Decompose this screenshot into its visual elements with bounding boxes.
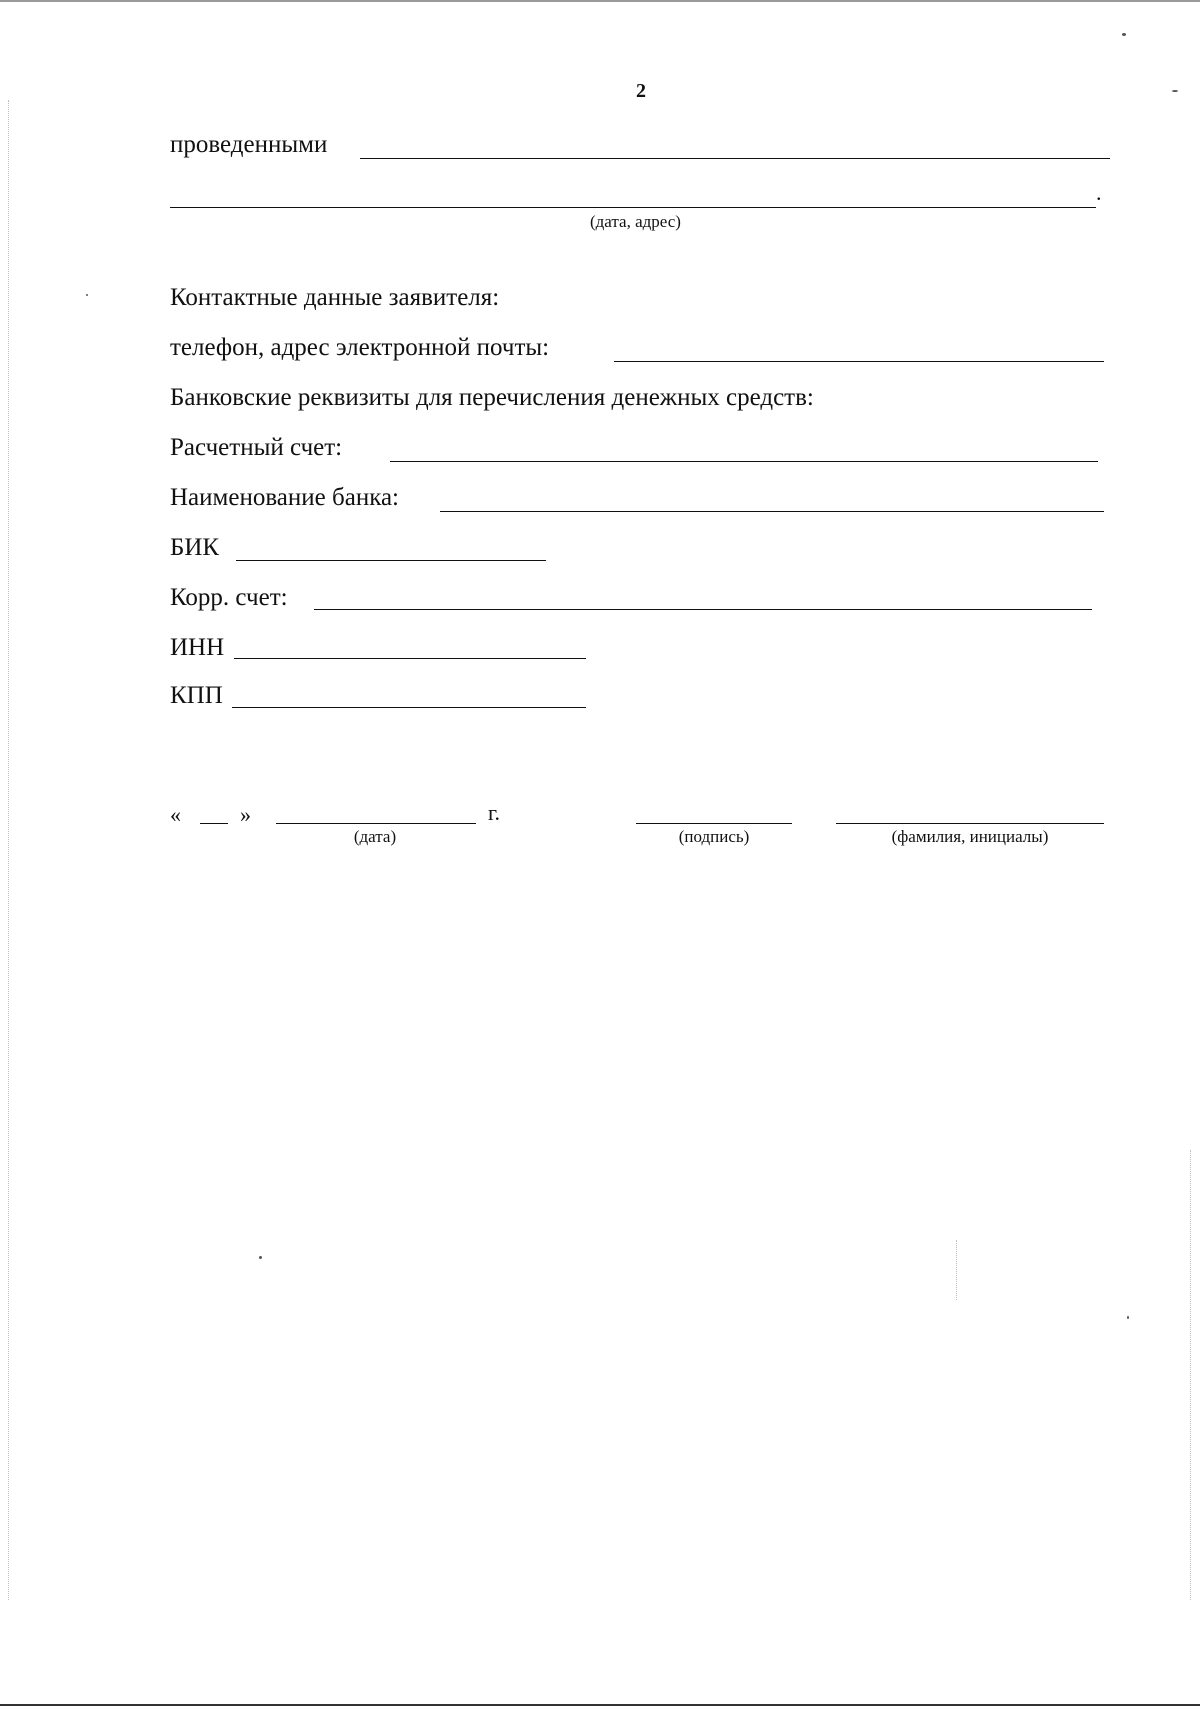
kpp-fill-line[interactable] [232, 707, 586, 708]
page-number: 2 [636, 80, 646, 102]
date-caption: (дата) [353, 827, 397, 846]
bik-fill-line[interactable] [236, 560, 546, 561]
scan-speck [1127, 1316, 1129, 1319]
scan-speck [1122, 33, 1126, 36]
phone-email-label: телефон, адрес электронной почты: [170, 334, 550, 361]
bank-details-heading: Банковские реквизиты для перечисления денежных средств: [170, 384, 814, 411]
scan-dots [956, 1240, 959, 1300]
name-fill-line[interactable] [836, 823, 1104, 824]
end-period: . [1096, 180, 1102, 205]
conducted-label: проведенными [170, 131, 328, 158]
conducted-fill-line[interactable] [360, 158, 1110, 159]
scan-speck [1172, 90, 1178, 92]
scan-edge-right [1190, 1150, 1193, 1600]
inn-label: ИНН [170, 634, 225, 661]
day-fill-line[interactable] [200, 823, 228, 824]
corr-account-fill-line[interactable] [314, 609, 1092, 610]
bik-label: БИК [170, 534, 220, 561]
date-close-quote: » [240, 802, 251, 827]
date-open-quote: « [170, 802, 181, 827]
name-caption: (фамилия, инициалы) [891, 827, 1049, 846]
kpp-label: КПП [170, 682, 223, 709]
date-address-caption: (дата, адрес) [590, 212, 681, 231]
scan-edge-top [0, 0, 1200, 2]
scan-speck [86, 294, 88, 296]
inn-fill-line[interactable] [234, 658, 586, 659]
month-fill-line[interactable] [276, 823, 476, 824]
contact-heading: Контактные данные заявителя: [170, 284, 500, 311]
account-label: Расчетный счет: [170, 434, 343, 461]
date-address-fill-line[interactable] [170, 207, 1096, 208]
phone-email-fill-line[interactable] [614, 361, 1104, 362]
bank-name-fill-line[interactable] [440, 511, 1104, 512]
signature-fill-line[interactable] [636, 823, 792, 824]
scan-edge-left [8, 100, 11, 1600]
scan-edge-bottom [0, 1704, 1200, 1706]
account-fill-line[interactable] [390, 461, 1098, 462]
scan-speck [259, 1256, 262, 1259]
year-suffix: г. [488, 800, 501, 825]
bank-name-label: Наименование банка: [170, 484, 400, 511]
signature-caption: (подпись) [678, 827, 750, 846]
corr-account-label: Корр. счет: [170, 584, 288, 611]
